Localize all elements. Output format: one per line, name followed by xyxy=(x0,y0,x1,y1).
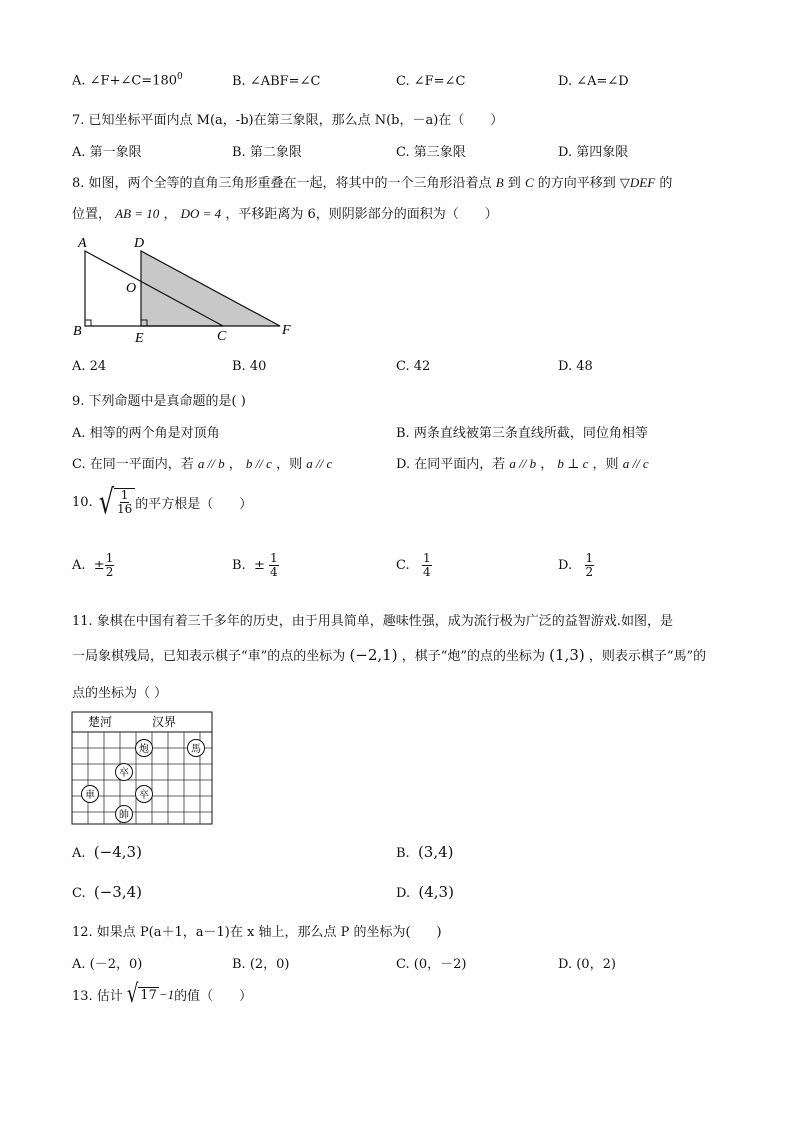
q9-math: a // b xyxy=(509,456,537,471)
q8-ab-value: AB = 10 xyxy=(115,206,160,221)
q11-option-c-label: C. xyxy=(72,886,86,901)
q8-option-d: D. 48 xyxy=(558,359,593,374)
q11-piece-ma: 馬 xyxy=(191,744,201,755)
q10-option-c-label: C. xyxy=(396,558,410,573)
q8-text: 的 xyxy=(659,176,673,191)
q11-chess-board xyxy=(70,710,216,828)
q9-math: a // c xyxy=(622,456,649,471)
q13-stem xyxy=(72,979,253,1009)
radical-sign-icon: √ xyxy=(126,979,139,1009)
q10-option-d-den: 2 xyxy=(585,565,594,579)
q10-option-a-num: 1 xyxy=(105,551,114,565)
q11-text: 一局象棋残局，已知表示棋子“車”的点的坐标为 xyxy=(72,649,346,664)
q8-text: 位置， xyxy=(72,207,112,222)
q10-option-b-num: 1 xyxy=(270,551,278,565)
q11-option-c-value: (−3,4) xyxy=(93,883,143,901)
q8-label-a: A xyxy=(78,236,87,251)
q6-option-a-sup: 0 xyxy=(177,72,183,82)
q9-math: b ⊥ c xyxy=(557,456,589,471)
q13-number: 13. 估计 xyxy=(72,989,123,1004)
q13-minus-one: −1 xyxy=(158,986,175,1002)
q11-option-a-label: A. xyxy=(72,846,86,861)
q8-text: ，平移距离为 6，则阴影部分的面积为（ ） xyxy=(225,207,498,222)
q8-point-c: C xyxy=(524,175,534,190)
q6-option-c: C. ∠F=∠C xyxy=(396,74,466,89)
q8-label-o: O xyxy=(126,281,137,296)
q9-option-c xyxy=(72,453,332,472)
q11-option-a xyxy=(72,843,142,861)
q10-stem-text: 的平方根是（ ） xyxy=(135,496,253,512)
q8-text: 8. 如图，两个全等的直角三角形重叠在一起，将其中的一个三角形沿着点 xyxy=(72,176,492,191)
q10-option-b-label: B. xyxy=(232,558,246,573)
q9-text: ， xyxy=(228,457,242,472)
q8-label-d: D xyxy=(134,236,145,251)
q11-option-b-value: (3,4) xyxy=(417,843,454,861)
q8-option-c: C. 42 xyxy=(396,359,431,374)
q11-coord-ju: (−2,1) xyxy=(349,646,398,664)
q11-stem-line3: 点的坐标为（ ） xyxy=(72,686,168,701)
q8-option-a: A. 24 xyxy=(72,359,107,374)
q10-number: 10. xyxy=(72,494,93,510)
q11-stem-line2 xyxy=(72,645,706,664)
q10-option-a-den: 2 xyxy=(105,565,114,579)
q9-math: a // c xyxy=(306,456,333,471)
radical-sign-icon: √ xyxy=(98,482,114,522)
q10-option-d xyxy=(558,552,594,579)
q10-option-a-pm: ± xyxy=(93,558,105,573)
q8-text: 到 xyxy=(507,176,521,191)
q6-option-a: A. $\angle F+\angle C=180^0$ xyxy=(72,72,183,89)
q11-option-d-value: (4,3) xyxy=(418,883,454,901)
q10-radical xyxy=(98,482,136,522)
q11-option-b-label: B. xyxy=(396,846,410,861)
q13-radical xyxy=(126,979,159,1009)
q9-text: ，则 xyxy=(276,457,303,472)
q8-right-angle-b xyxy=(85,320,91,326)
q11-stem-line1: 11. 象棋在中国有着三千多年的历史，由于用具简单，趣味性强，成为流行极为广泛的益智游戏.如图，是 xyxy=(72,614,673,629)
q10-radicand-den: 16 xyxy=(116,502,133,516)
q10-option-d-num: 1 xyxy=(585,551,594,565)
q11-option-d-label: D. xyxy=(396,886,411,901)
q12-option-d: D. (0，2) xyxy=(558,957,616,972)
q10-option-a-label: A. xyxy=(72,558,86,573)
q13-stem-text: 的值（ ） xyxy=(174,989,253,1004)
q9-text: ，则 xyxy=(592,457,619,472)
q8-text: ， xyxy=(163,207,177,222)
q8-triangle-def: ▽DEF xyxy=(619,175,656,190)
q8-text: 的方向平移到 xyxy=(537,176,616,191)
q10-option-c xyxy=(396,552,432,579)
q11-option-a-value: (−4,3) xyxy=(93,843,142,861)
q12-option-c: C. (0，－2) xyxy=(396,957,467,972)
q10-option-a xyxy=(72,552,114,579)
q11-text: ，棋子“炮”的点的坐标为 xyxy=(401,649,546,664)
q8-triangle-figure xyxy=(68,232,308,347)
q11-piece-shuai: 帥 xyxy=(119,810,129,821)
q10-stem xyxy=(72,482,253,522)
q7-option-d: D. 第四象限 xyxy=(558,145,629,160)
q8-label-f: F xyxy=(282,323,291,338)
q12-stem: 12. 如果点 P(a＋1，a－1)在 x 轴上，那么点 P 的坐标为( ) xyxy=(72,925,442,940)
q7-stem: 7. 已知坐标平面内点 M(a，-b)在第三象限，那么点 N(b，－a)在（ ） xyxy=(72,113,504,128)
q9-text: C. 在同一平面内，若 xyxy=(72,457,194,472)
q8-do-value: DO = 4 xyxy=(180,206,222,221)
q11-piece-zu1: 卒 xyxy=(119,768,129,779)
q7-option-b: B. 第二象限 xyxy=(232,145,302,160)
q7-option-a: A. 第一象限 xyxy=(72,145,142,160)
q7-option-c: C. 第三象限 xyxy=(396,145,466,160)
q9-option-d xyxy=(396,453,649,472)
q10-radicand-num: 1 xyxy=(120,488,129,502)
q9-stem: 9. 下列命题中是真命题的是( ) xyxy=(72,394,246,409)
q13-radicand: 17 xyxy=(140,987,157,1003)
q10-option-d-label: D. xyxy=(558,558,573,573)
q9-math: b // c xyxy=(245,456,272,471)
q9-text: ， xyxy=(540,457,554,472)
q11-coord-pao: (1,3) xyxy=(549,646,585,664)
q8-label-e: E xyxy=(135,331,144,346)
q9-math: a // b xyxy=(197,456,225,471)
q11-text: ，则表示棋子“馬”的 xyxy=(588,649,707,664)
q9-option-a: A. 相等的两个角是对顶角 xyxy=(72,426,220,441)
q10-option-c-num: 1 xyxy=(423,551,431,565)
q11-option-c xyxy=(72,883,142,901)
q11-river-right: 汉界 xyxy=(152,715,177,729)
q11-option-d xyxy=(396,883,454,901)
q8-stem-line1 xyxy=(72,172,672,191)
q9-text: D. 在同平面内，若 xyxy=(396,457,506,472)
q8-label-c: C xyxy=(217,329,227,344)
q11-piece-zu2: 卒 xyxy=(139,790,149,801)
q8-option-b: B. 40 xyxy=(232,359,267,374)
q10-option-b xyxy=(232,552,279,579)
q9-option-b: B. 两条直线被第三条直线所截，同位角相等 xyxy=(396,426,648,441)
q8-label-b: B xyxy=(73,324,82,339)
q12-option-a: A. (－2，0) xyxy=(72,957,143,972)
q11-piece-pao: 炮 xyxy=(139,744,149,755)
q11-option-b xyxy=(396,843,454,861)
q10-option-b-den: 4 xyxy=(270,565,278,579)
q10-option-b-pm: ± xyxy=(253,558,265,573)
q6-option-d: D. ∠A=∠D xyxy=(558,74,629,89)
q6-option-b: B. ∠ABF=∠C xyxy=(232,74,321,89)
q8-stem-line2 xyxy=(72,203,498,222)
q10-radicand xyxy=(114,488,135,516)
q10-option-c-den: 4 xyxy=(423,565,431,579)
q11-river-left: 楚河 xyxy=(88,715,113,729)
q11-piece-ju: 車 xyxy=(85,790,95,801)
q8-point-b: B xyxy=(495,175,504,190)
q12-option-b: B. (2，0) xyxy=(232,957,290,972)
